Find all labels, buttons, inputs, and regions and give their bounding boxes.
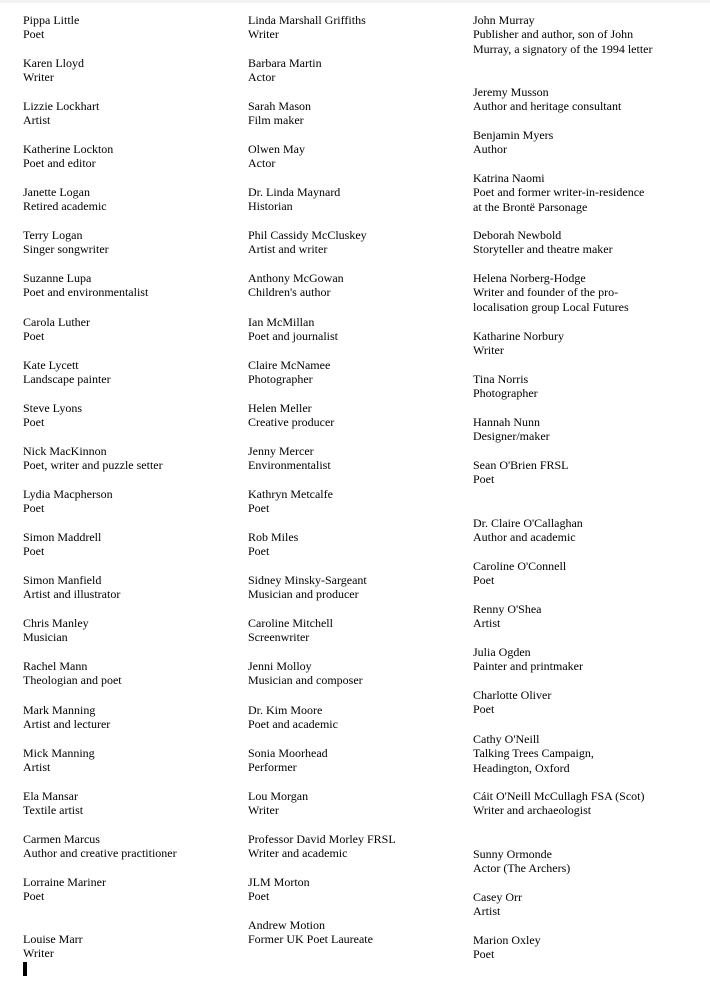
signatory-name: Kathryn Metcalfe <box>248 487 333 501</box>
signatory-entry <box>248 142 478 171</box>
signatory-entry <box>248 918 478 947</box>
signatory-entry <box>23 789 253 818</box>
signatory-name: Ela Mansar <box>23 789 78 803</box>
signatory-entry <box>248 444 478 473</box>
text-cursor <box>23 962 27 976</box>
signatory-entry <box>248 573 478 602</box>
signatory-role: Musician <box>23 630 68 645</box>
signatory-name: Renny O'Shea <box>473 602 542 616</box>
signatory-role: Talking Trees Campaign, Headington, Oxford <box>473 746 594 775</box>
signatory-role: Actor <box>248 70 276 85</box>
signatory-entry <box>473 933 653 962</box>
signatory-entry <box>23 228 253 257</box>
signatory-role: Writer and founder of the pro-localisation group Local Futures <box>473 285 629 314</box>
signatory-entry <box>473 847 653 876</box>
signatory-name: Professor David Morley FRSL <box>248 832 396 846</box>
signatory-role: Poet <box>23 415 45 430</box>
signatory-role: Painter and printmaker <box>473 659 583 674</box>
signatory-name: Jenny Mercer <box>248 444 314 458</box>
signatory-entry <box>248 271 478 300</box>
signatory-role: Performer <box>248 760 297 775</box>
signatory-name: Anthony McGowan <box>248 271 344 285</box>
signatory-name: Sean O'Brien FRSL <box>473 458 569 472</box>
signatory-name: Dr. Linda Maynard <box>248 185 341 199</box>
signatory-entry <box>248 832 478 861</box>
signatory-role: Poet, writer and puzzle setter <box>23 458 163 473</box>
signatory-role: Landscape painter <box>23 372 111 387</box>
signatory-role: Retired academic <box>23 199 107 214</box>
signatory-role: Author and academic <box>473 530 576 545</box>
signatory-name: Karen Lloyd <box>23 56 84 70</box>
signatory-role: Poet <box>473 573 495 588</box>
signatory-entry <box>248 789 478 818</box>
signatory-name: Caroline O'Connell <box>473 559 567 573</box>
signatory-role: Poet and editor <box>23 156 96 171</box>
signatory-role: Poet <box>248 501 270 516</box>
signatory-name: Dr. Claire O'Callaghan <box>473 516 583 530</box>
signatory-entry <box>248 56 478 85</box>
signatory-name: Helena Norberg-Hodge <box>473 271 586 285</box>
signatory-role: Artist and lecturer <box>23 717 111 732</box>
signatory-name: Katharine Norbury <box>473 329 564 343</box>
signatory-entry <box>248 659 478 688</box>
page-top-border <box>0 0 710 3</box>
signatory-name: Katherine Lockton <box>23 142 114 156</box>
signatory-role: Singer songwriter <box>23 242 109 257</box>
signatory-name: Phil Cassidy McCluskey <box>248 228 367 242</box>
signatory-entry <box>248 487 478 516</box>
signatory-name: Nick MacKinnon <box>23 444 107 458</box>
signatory-entry <box>248 358 478 387</box>
signatory-name: Chris Manley <box>23 616 89 630</box>
signatory-name: Kate Lycett <box>23 358 79 372</box>
signatory-name: Hannah Nunn <box>473 415 540 429</box>
signatory-name: Steve Lyons <box>23 401 82 415</box>
signatory-entry <box>473 559 653 588</box>
signatory-role: Former UK Poet Laureate <box>248 932 373 947</box>
signatory-name: Jenni Molloy <box>248 659 312 673</box>
signatory-name: Cáit O'Neill McCullagh FSA (Scot) <box>473 789 645 803</box>
signatory-entry <box>248 746 478 775</box>
signatory-entry <box>248 99 478 128</box>
signatory-entry <box>473 85 653 114</box>
signatory-name: Sonia Moorhead <box>248 746 328 760</box>
signatory-name: Julia Ogden <box>473 645 531 659</box>
signatory-entry <box>473 789 653 818</box>
signatory-role: Musician and composer <box>248 673 363 688</box>
signatory-name: Lorraine Mariner <box>23 875 106 889</box>
signatory-role: Creative producer <box>248 415 335 430</box>
signatory-entry <box>473 128 653 157</box>
signatory-role: Musician and producer <box>248 587 359 602</box>
signatory-entry <box>473 171 653 214</box>
signatory-name: Carmen Marcus <box>23 832 100 846</box>
signatory-name: Claire McNamee <box>248 358 331 372</box>
signatory-name: Sarah Mason <box>248 99 311 113</box>
signatory-name: John Murray <box>473 13 535 27</box>
signatory-entry <box>248 315 478 344</box>
signatory-role: Writer <box>473 343 504 358</box>
signatory-role: Poet and journalist <box>248 329 338 344</box>
signatory-entry <box>473 372 653 401</box>
signatory-name: Sidney Minsky-Sargeant <box>248 573 367 587</box>
signatory-entry <box>23 315 253 344</box>
signatory-name: Simon Maddrell <box>23 530 102 544</box>
signatory-name: Lydia Macpherson <box>23 487 113 501</box>
signatory-name: Ian McMillan <box>248 315 315 329</box>
signatory-role: Storyteller and theatre maker <box>473 242 613 257</box>
signatory-name: Linda Marshall Griffiths <box>248 13 366 27</box>
signatory-role: Poet <box>473 472 495 487</box>
signatory-name: Suzanne Lupa <box>23 271 92 285</box>
signatory-entry <box>23 401 253 430</box>
signatory-name: Sunny Ormonde <box>473 847 552 861</box>
signatory-role: Textile artist <box>23 803 84 818</box>
signatory-role: Poet <box>23 27 45 42</box>
signatory-name: Tina Norris <box>473 372 529 386</box>
signatory-entry <box>23 703 253 732</box>
signatory-role: Poet <box>23 544 45 559</box>
signatory-name: Helen Meller <box>248 401 312 415</box>
signatory-entry <box>248 13 478 42</box>
signatory-entry <box>23 932 253 961</box>
signatory-role: Actor (The Archers) <box>473 861 571 876</box>
signatory-role: Writer <box>248 803 279 818</box>
signatory-role: Artist and writer <box>248 242 328 257</box>
signatory-entry <box>23 616 253 645</box>
signatory-role: Poet <box>248 889 270 904</box>
signatory-role: Poet <box>23 501 45 516</box>
signatory-role: Poet and academic <box>248 717 338 732</box>
signatory-name: Mark Manning <box>23 703 96 717</box>
signatory-role: Artist and illustrator <box>23 587 121 602</box>
signatory-role: Writer <box>23 946 54 961</box>
signatory-name: Janette Logan <box>23 185 90 199</box>
signatory-name: JLM Morton <box>248 875 310 889</box>
signatory-entry <box>473 458 653 487</box>
signatory-entry <box>23 530 253 559</box>
signatory-role: Historian <box>248 199 293 214</box>
signatory-name: Cathy O'Neill <box>473 732 540 746</box>
signatory-entry <box>473 13 653 56</box>
signatory-name: Carola Luther <box>23 315 90 329</box>
signatory-entry <box>473 415 653 444</box>
signatory-role: Author <box>473 142 507 157</box>
signatory-entry <box>23 13 253 42</box>
signatory-role: Writer and archaeologist <box>473 803 592 818</box>
signatory-entry <box>248 703 478 732</box>
signatory-entry <box>473 602 653 631</box>
signatory-name: Rob Miles <box>248 530 299 544</box>
signatory-name: Lou Morgan <box>248 789 309 803</box>
signatory-role: Poet <box>248 544 270 559</box>
signatory-entry <box>248 401 478 430</box>
signatory-role: Poet <box>473 947 495 962</box>
signatory-entry <box>473 271 653 314</box>
signatory-entry <box>23 185 253 214</box>
signatory-role: Screenwriter <box>248 630 310 645</box>
signatory-role: Poet <box>23 329 45 344</box>
signatory-role: Designer/maker <box>473 429 550 444</box>
signatory-role: Publisher and author, son of John Murray, a signatory of the 1994 letter <box>473 27 653 56</box>
signatory-name: Dr. Kim Moore <box>248 703 323 717</box>
signatory-entry <box>248 616 478 645</box>
signatory-name: Charlotte Oliver <box>473 688 552 702</box>
signatory-role: Author and creative practitioner <box>23 846 177 861</box>
signatory-role: Writer and academic <box>248 846 348 861</box>
signatory-entry <box>23 875 253 904</box>
signatory-role: Poet <box>23 889 45 904</box>
signatory-role: Author and heritage consultant <box>473 99 622 114</box>
signatory-role: Artist <box>473 904 501 919</box>
signatory-name: Caroline Mitchell <box>248 616 333 630</box>
signatory-entry <box>23 99 253 128</box>
signatory-name: Marion Oxley <box>473 933 541 947</box>
signatory-entry <box>473 516 653 545</box>
signatory-entry <box>23 746 253 775</box>
signatory-entry <box>473 890 653 919</box>
signatory-entry <box>23 271 253 300</box>
signatory-name: Louise Marr <box>23 932 83 946</box>
signatory-name: Olwen May <box>248 142 305 156</box>
signatory-name: Deborah Newbold <box>473 228 562 242</box>
signatory-name: Pippa Little <box>23 13 80 27</box>
signatory-role: Artist <box>23 113 51 128</box>
signatory-role: Poet and environmentalist <box>23 285 149 300</box>
signatory-entry <box>473 228 653 257</box>
signatory-entry <box>473 329 653 358</box>
signatory-entry <box>248 228 478 257</box>
signatory-role: Photographer <box>473 386 538 401</box>
signatory-role: Theologian and poet <box>23 673 122 688</box>
signatory-role: Photographer <box>248 372 313 387</box>
signatory-entry <box>23 444 253 473</box>
signatory-entry <box>473 688 653 717</box>
signatory-role: Poet and former writer-in-residence at the Brontë Parsonage <box>473 185 645 214</box>
signatory-entry <box>23 573 253 602</box>
signatory-name: Mick Manning <box>23 746 95 760</box>
signatory-name: Andrew Motion <box>248 918 325 932</box>
signatory-role: Writer <box>248 27 279 42</box>
signatory-role: Children's author <box>248 285 331 300</box>
signatory-entry <box>23 487 253 516</box>
signatory-entry <box>23 358 253 387</box>
signatory-name: Rachel Mann <box>23 659 88 673</box>
signatory-entry <box>248 875 478 904</box>
signatory-name: Simon Manfield <box>23 573 102 587</box>
signatory-name: Terry Logan <box>23 228 83 242</box>
signatory-entry <box>248 185 478 214</box>
signatory-name: Katrina Naomi <box>473 171 545 185</box>
signatory-entry <box>23 832 253 861</box>
signatory-name: Lizzie Lockhart <box>23 99 100 113</box>
signatory-entry <box>473 645 653 674</box>
signatory-name: Barbara Martin <box>248 56 322 70</box>
signatory-entry <box>23 659 253 688</box>
signatory-name: Benjamin Myers <box>473 128 554 142</box>
signatory-role: Writer <box>23 70 54 85</box>
signatory-name: Casey Orr <box>473 890 522 904</box>
signatory-role: Film maker <box>248 113 304 128</box>
signatory-entry <box>473 732 653 775</box>
signatory-entry <box>23 56 253 85</box>
signatory-role: Actor <box>248 156 276 171</box>
signatory-entry <box>248 530 478 559</box>
signatory-role: Environmentalist <box>248 458 331 473</box>
signatory-role: Poet <box>473 702 495 717</box>
signatory-entry <box>23 142 253 171</box>
signatory-role: Artist <box>23 760 51 775</box>
signatory-role: Artist <box>473 616 501 631</box>
signatory-name: Jeremy Musson <box>473 85 549 99</box>
